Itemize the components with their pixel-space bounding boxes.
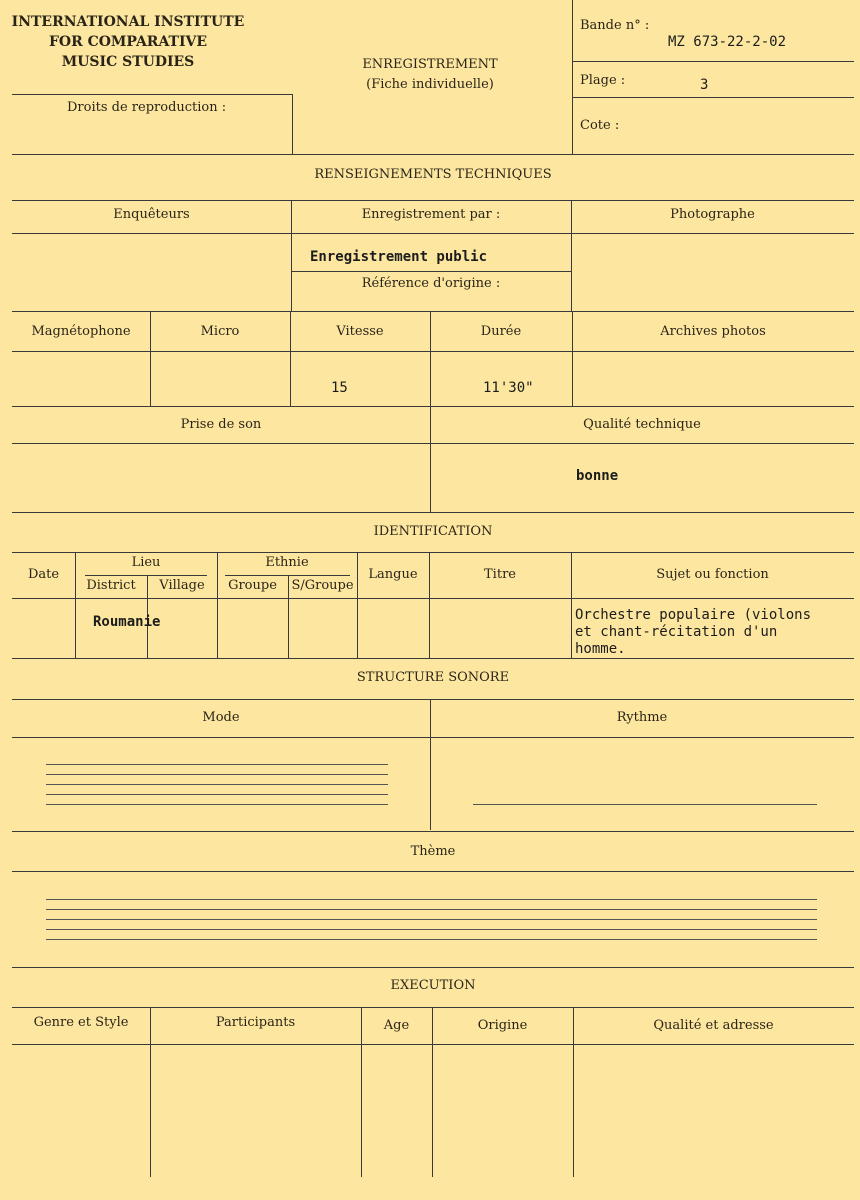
vitesse-label: Vitesse bbox=[336, 324, 384, 339]
sujet-value-line-3: homme. bbox=[575, 641, 626, 657]
identification-section-title: IDENTIFICATION bbox=[373, 524, 493, 539]
bande-rule bbox=[572, 61, 854, 62]
theme-label: Thème bbox=[410, 844, 456, 859]
rythme-line bbox=[473, 804, 817, 805]
genre-label: Genre et Style bbox=[33, 1015, 129, 1030]
structure-bottom-rule bbox=[12, 831, 854, 832]
technique-section-title: RENSEIGNEMENTS TECHNIQUES bbox=[314, 167, 552, 182]
mode-label: Mode bbox=[202, 710, 240, 725]
theme-staff-line-1 bbox=[46, 899, 817, 900]
tech-row-rule-2 bbox=[12, 406, 854, 407]
theme-header-rule bbox=[12, 871, 854, 872]
ethnie-label: Ethnie bbox=[265, 555, 309, 570]
sgroupe-label: S/Groupe bbox=[291, 578, 354, 593]
institute-line-1: INTERNATIONAL INSTITUTE bbox=[11, 14, 245, 30]
technique-title-rule bbox=[12, 200, 854, 201]
sujet-label: Sujet ou fonction bbox=[656, 567, 769, 582]
execution-header-rule bbox=[12, 1044, 854, 1045]
enregistrement-par-value: Enregistrement public bbox=[310, 249, 488, 265]
sujet-value-line-1: Orchestre populaire (violons bbox=[575, 607, 812, 623]
archives-label: Archives photos bbox=[660, 324, 766, 339]
droits-rule bbox=[12, 94, 293, 95]
prise-header-rule bbox=[12, 443, 854, 444]
theme-staff-line-4 bbox=[46, 929, 817, 930]
mode-staff-line-4 bbox=[46, 794, 388, 795]
form-title: ENREGISTREMENT bbox=[362, 57, 498, 72]
theme-staff-line-3 bbox=[46, 919, 817, 920]
plage-value: 3 bbox=[700, 77, 709, 93]
droits-label: Droits de reproduction : bbox=[67, 100, 227, 115]
technique-bottom-rule bbox=[12, 512, 854, 513]
reference-label: Référence d'origine : bbox=[361, 276, 501, 291]
theme-bottom-rule bbox=[12, 967, 854, 968]
execution-section-title: EXECUTION bbox=[390, 978, 476, 993]
date-label: Date bbox=[27, 567, 60, 582]
theme-staff-line-2 bbox=[46, 909, 817, 910]
magnetophone-label: Magnétophone bbox=[31, 324, 131, 339]
lieu-label: Lieu bbox=[131, 555, 161, 570]
header-right-rule bbox=[572, 0, 573, 154]
prise-label: Prise de son bbox=[180, 417, 262, 432]
ident-header-rule bbox=[12, 598, 854, 599]
mode-staff-line-5 bbox=[46, 804, 388, 805]
langue-label: Langue bbox=[368, 567, 418, 582]
district-label: District bbox=[86, 578, 136, 593]
mode-staff-line-2 bbox=[46, 774, 388, 775]
theme-staff-line-5 bbox=[46, 939, 817, 940]
structure-title-rule bbox=[12, 699, 854, 700]
photographe-label: Photographe bbox=[670, 207, 755, 222]
tech-header-rule bbox=[12, 233, 854, 234]
exec-col-rule-1 bbox=[150, 1007, 151, 1177]
rythme-label: Rythme bbox=[616, 710, 668, 725]
qualite-label: Qualité technique bbox=[583, 417, 701, 432]
groupe-label: Groupe bbox=[228, 578, 277, 593]
plage-label: Plage : bbox=[580, 73, 626, 88]
duree-value: 11'30" bbox=[483, 380, 534, 396]
qualite-value: bonne bbox=[576, 468, 619, 484]
ethnie-rule bbox=[225, 575, 350, 576]
vitesse-value: 15 bbox=[331, 380, 348, 396]
age-label: Age bbox=[383, 1018, 410, 1033]
form-subtitle: (Fiche individuelle) bbox=[366, 77, 494, 92]
structure-header-rule bbox=[12, 737, 854, 738]
enregistrement-par-label: Enregistrement par : bbox=[361, 207, 501, 222]
micro-label: Micro bbox=[200, 324, 240, 339]
plage-rule bbox=[572, 97, 854, 98]
institute-line-3: MUSIC STUDIES bbox=[61, 54, 195, 70]
identification-title-rule bbox=[12, 552, 854, 553]
mode-staff-line-1 bbox=[46, 764, 388, 765]
droits-right-rule bbox=[292, 94, 293, 154]
sujet-value-line-2: et chant-récitation d'un bbox=[575, 624, 778, 640]
lieu-rule bbox=[85, 575, 207, 576]
mode-staff-line-3 bbox=[46, 784, 388, 785]
header-bottom-rule bbox=[12, 154, 854, 155]
tech-row-rule-1 bbox=[12, 311, 854, 312]
district-value: Roumanie bbox=[93, 614, 161, 630]
identification-bottom-rule bbox=[12, 658, 854, 659]
bande-label: Bande n° : bbox=[580, 18, 650, 33]
qualite-adresse-label: Qualité et adresse bbox=[653, 1018, 774, 1033]
bande-value: MZ 673-22-2-02 bbox=[668, 34, 787, 50]
enregistrement-value-rule bbox=[291, 271, 571, 272]
enqueteurs-label: Enquêteurs bbox=[113, 207, 190, 222]
duree-label: Durée bbox=[480, 324, 522, 339]
participants-label: Participants bbox=[215, 1015, 296, 1030]
titre-label: Titre bbox=[484, 567, 516, 582]
institute-line-2: FOR COMPARATIVE bbox=[48, 34, 208, 50]
origine-label: Origine bbox=[477, 1018, 528, 1033]
execution-title-rule bbox=[12, 1007, 854, 1008]
equip-header-rule bbox=[12, 351, 854, 352]
village-label: Village bbox=[159, 578, 205, 593]
cote-label: Cote : bbox=[580, 118, 620, 133]
structure-section-title: STRUCTURE SONORE bbox=[356, 670, 510, 685]
